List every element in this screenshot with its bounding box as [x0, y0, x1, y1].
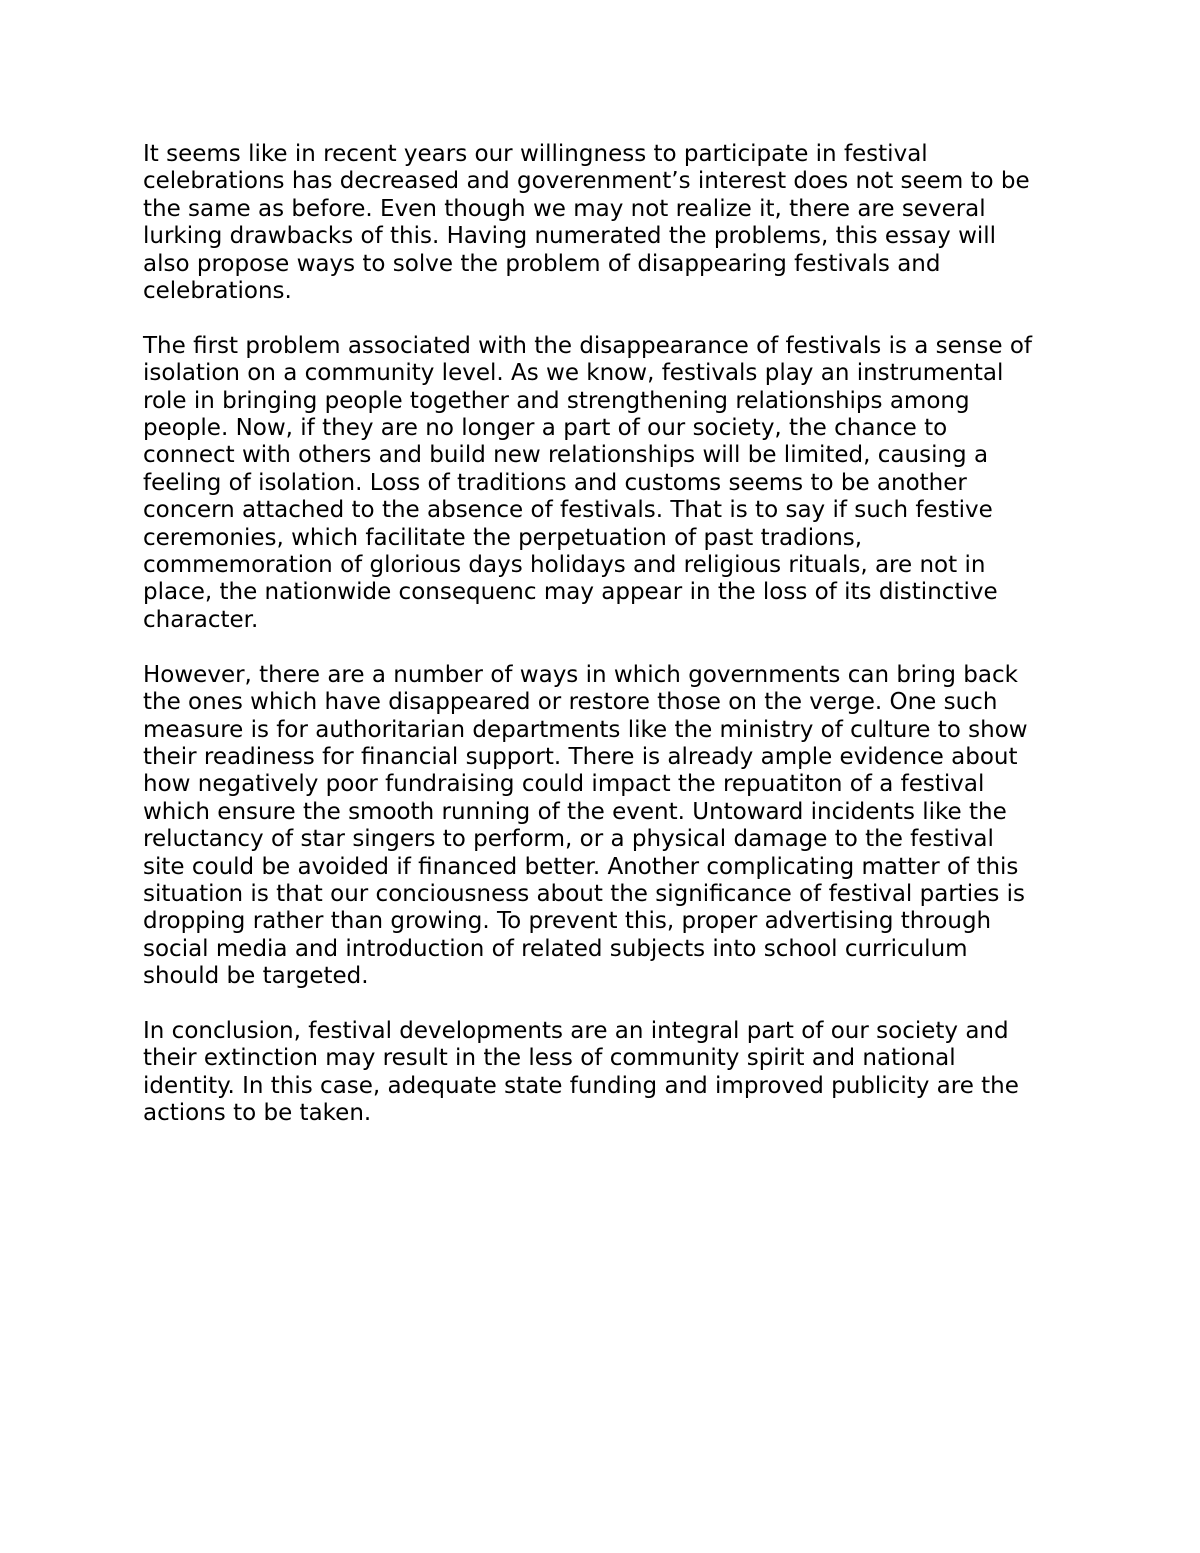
text-line: It seems like in recent years our willingness to participate in festival	[143, 141, 928, 167]
text-line: However, there are a number of ways in which governments can bring back	[143, 661, 1018, 688]
text-line: place, the nationwide consequenc may appear in the loss of its distinctive	[143, 579, 998, 606]
paragraph-conclusion	[143, 1018, 1073, 1128]
text-line: celebrations has decreased and goverenment’s interest does not seem to be	[143, 168, 1030, 195]
text-line: measure is for authoritarian departments like the ministry of culture to show	[143, 716, 1028, 743]
text-line: should be targeted.	[143, 963, 369, 990]
text-line: isolation on a community level. As we know, festivals play an instrumental	[143, 360, 1004, 387]
text-line: commemoration of glorious days holidays and religious rituals, are not in	[143, 552, 986, 579]
text-line: actions to be taken.	[143, 1100, 372, 1127]
text-line: character.	[143, 606, 259, 633]
text-line: reluctancy of star singers to perform, or a physical damage to the festival	[143, 826, 994, 853]
text-line: people. Now, if they are no longer a part of our society, the chance to	[143, 415, 948, 442]
paragraph-introduction	[143, 141, 1073, 305]
paragraph-solutions	[143, 662, 1073, 991]
text-line: situation is that our conciousness about the significance of festival parties is	[143, 880, 1025, 907]
text-line: celebrations.	[143, 278, 292, 305]
text-line: role in bringing people together and strengthening relationships among	[143, 387, 970, 414]
text-line: feeling of isolation. Loss of traditions and customs seems to be another	[143, 469, 967, 496]
text-line: also propose ways to solve the problem of disappearing festivals and	[143, 250, 941, 277]
text-line: the ones which have disappeared or restore those on the verge. One such	[143, 689, 998, 716]
text-line: site could be avoided if financed better. Another complicating matter of this	[143, 853, 1019, 880]
text-line: their readiness for financial support. There is already ample evidence about	[143, 743, 1018, 770]
text-line: dropping rather than growing. To prevent this, proper advertising through	[143, 908, 992, 935]
paragraph-problems	[143, 333, 1073, 634]
text-line: the same as before. Even though we may not realize it, there are several	[143, 195, 986, 222]
text-line: In conclusion, festival developments are an integral part of our society and	[143, 1017, 1009, 1044]
text-line: ceremonies, which facilitate the perpetuation of past tradions,	[143, 524, 863, 551]
text-line: lurking drawbacks of this. Having numerated the problems, this essay will	[143, 223, 997, 250]
essay-body	[143, 141, 1073, 1155]
text-line: their extinction may result in the less of community spirit and national	[143, 1045, 956, 1072]
text-line: The first problem associated with the disappearance of festivals is a sense of	[143, 332, 1032, 359]
text-line: identity. In this case, adequate state funding and improved publicity are the	[143, 1072, 1019, 1099]
text-line: which ensure the smooth running of the event. Untoward incidents like the	[143, 798, 1007, 825]
text-line: connect with others and build new relationships will be limited, causing a	[143, 442, 989, 469]
text-line: how negatively poor fundraising could impact the repuatiton of a festival	[143, 771, 985, 798]
text-line: concern attached to the absence of festivals. That is to say if such festive	[143, 497, 993, 524]
text-line: social media and introduction of related subjects into school curriculum	[143, 935, 968, 962]
